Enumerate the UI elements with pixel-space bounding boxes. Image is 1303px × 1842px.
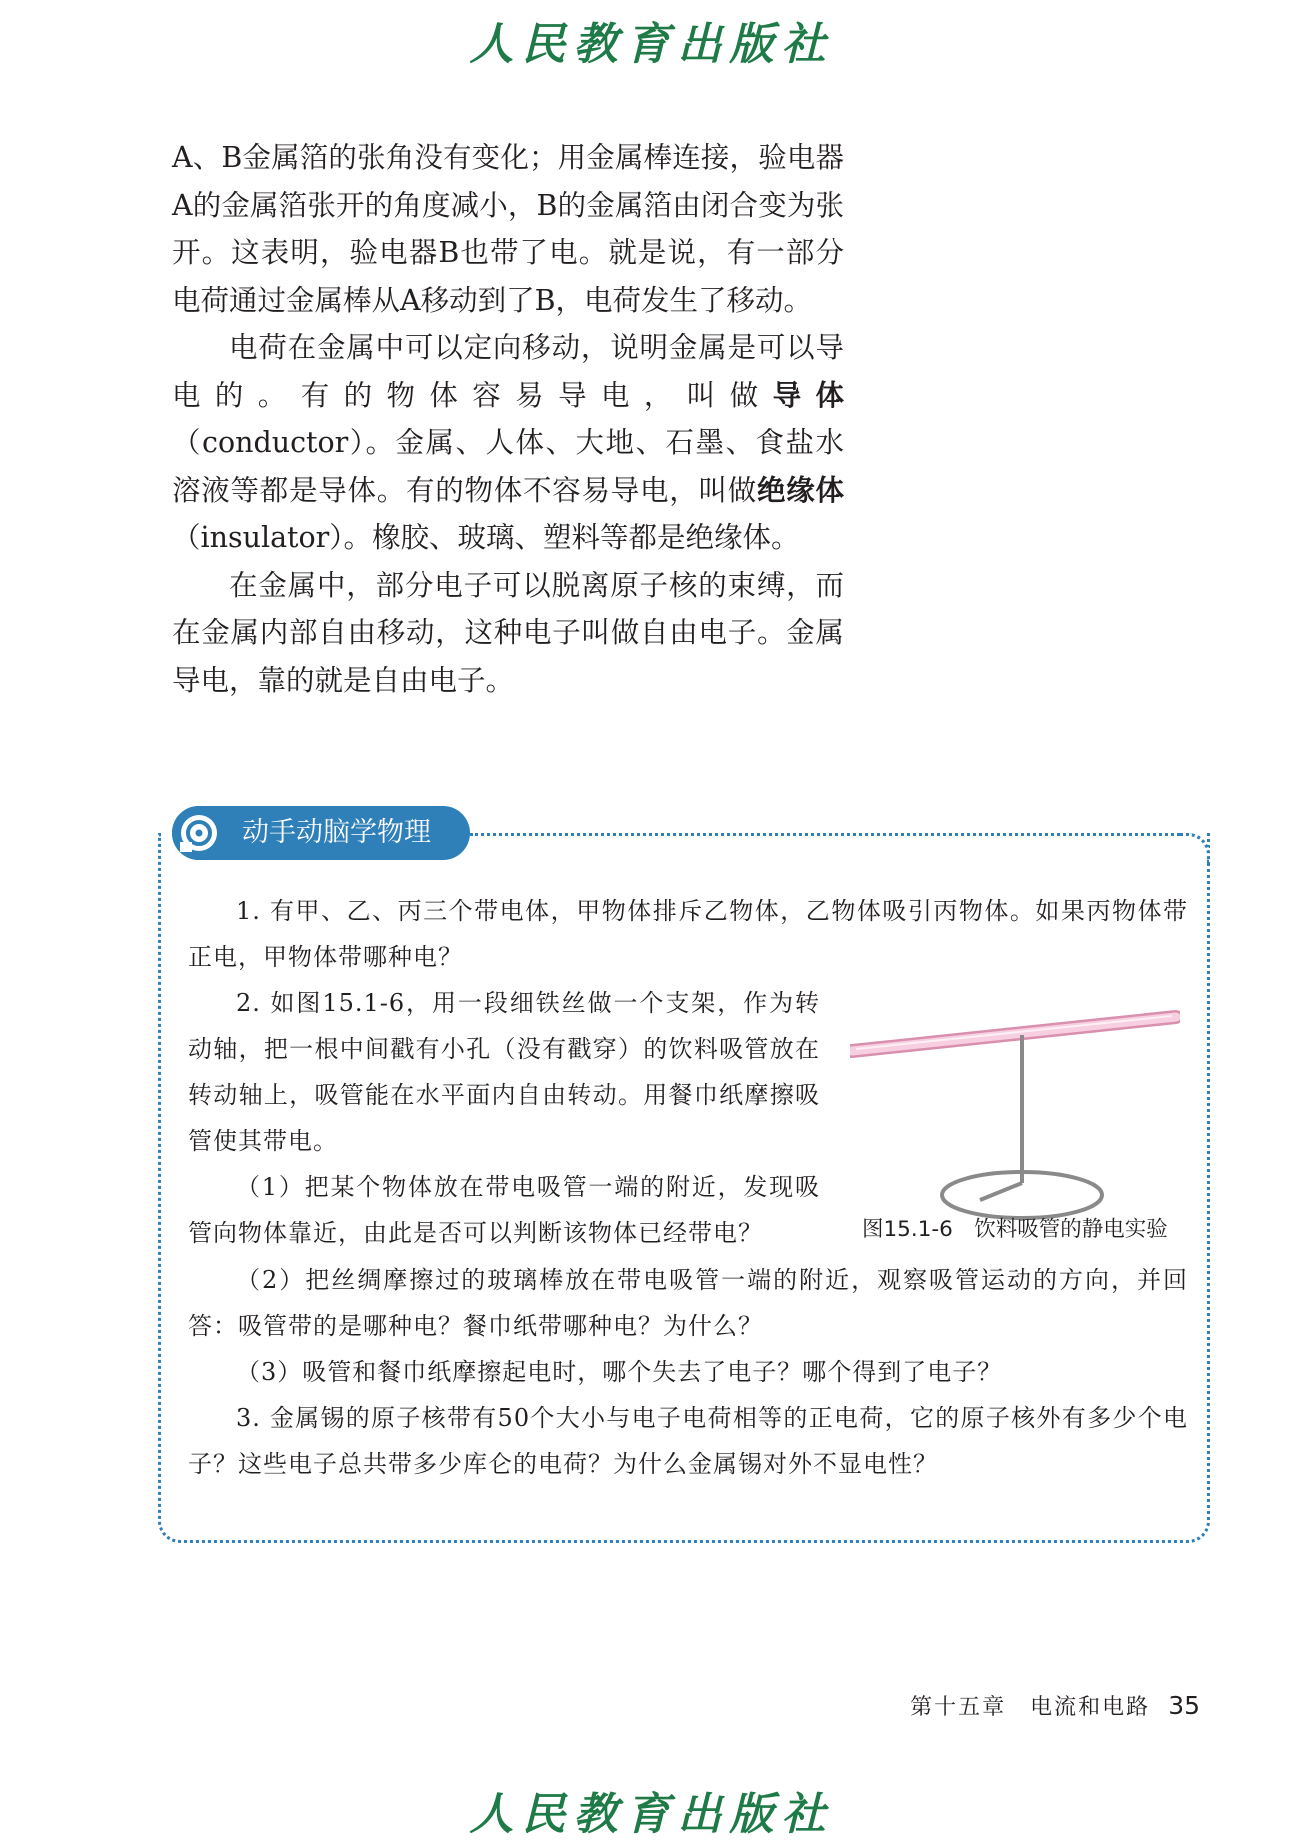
publisher-logo-footer: 人民教育出版社: [469, 1789, 834, 1840]
paragraph-2-part-a: 电荷在金属中可以定向移动，说明金属是可以导电的。有的物体容易导电，叫做: [172, 331, 844, 412]
page-footer: [910, 1690, 1200, 1721]
page-number: 35: [1168, 1691, 1200, 1720]
hand-brain-icon: [172, 806, 226, 860]
question-2-2-text: （2）把丝绸摩擦过的玻璃棒放在带电吸管一端的附近，观察吸管运动的方向，并回答：吸管带的是哪种电？餐巾纸带哪种电？为什么？: [188, 1266, 1188, 1340]
question-2-text: 2. 如图15.1-6，用一段细铁丝做一个支架，作为转动轴，把一根中间戳有小孔（没有戳穿）的饮料吸管放在转动轴上，吸管能在水平面内自由转动。用餐巾纸摩擦吸管使其带电。: [188, 989, 820, 1155]
straw-experiment-figure: [850, 1005, 1180, 1235]
question-2-1-text: （1）把某个物体放在带电吸管一端的附近，发现吸管向物体靠近，由此是否可以判断该物体已经带电？: [188, 1173, 820, 1247]
term-insulator: 绝缘体: [756, 473, 844, 507]
activity-title-badge: [172, 806, 470, 860]
question-1-text: 1. 有甲、乙、丙三个带电体，甲物体排斥乙物体，乙物体吸引丙物体。如果丙物体带正电，甲物体带哪种电？: [188, 897, 1188, 971]
question-3-text: 3. 金属锡的原子核带有50个大小与电子电荷相等的正电荷，它的原子核外有多少个电子？这些电子总共带多少库仑的电荷？为什么金属锡对外不显电性？: [188, 1404, 1188, 1478]
paragraph-3: 在金属中，部分电子可以脱离原子核的束缚，而在金属内部自由移动，这种电子叫做自由电子。金属导电，靠的就是自由电子。: [172, 568, 844, 697]
question-2-3-text: （3）吸管和餐巾纸摩擦起电时，哪个失去了电子？哪个得到了电子？: [236, 1358, 1003, 1386]
question-2-rest: [188, 1257, 1188, 1487]
paragraph-2-part-c: （insulator）。橡胶、玻璃、塑料等都是绝缘体。: [172, 521, 800, 554]
publisher-logo-header: 人民教育出版社: [469, 19, 834, 70]
chapter-title: 第十五章 电流和电路: [910, 1695, 1151, 1720]
body-text: [172, 134, 844, 704]
paragraph-1: A、B金属箔的张角没有变化；用金属棒连接，验电器A的金属箔张开的角度减小，B的金属箔由闭合变为张开。这表明，验电器B也带了电。就是说，有一部分电荷通过金属棒从A移动到了B，电荷发生了移动。: [172, 141, 844, 317]
term-conductor: 导体: [772, 378, 844, 412]
paragraph-2: [172, 324, 844, 562]
activity-title: 动手动脑学物理: [242, 817, 431, 848]
activity-box-top-border: [470, 833, 1192, 836]
paragraph-2-part-b: （conductor）。金属、人体、大地、石墨、食盐水溶液等都是导体。有的物体不容易导电，叫做: [172, 426, 844, 507]
figure-caption: 图15.1-6 饮料吸管的静电实验: [862, 1217, 1168, 1242]
question-1: [188, 888, 1188, 980]
question-2: [188, 980, 820, 1256]
